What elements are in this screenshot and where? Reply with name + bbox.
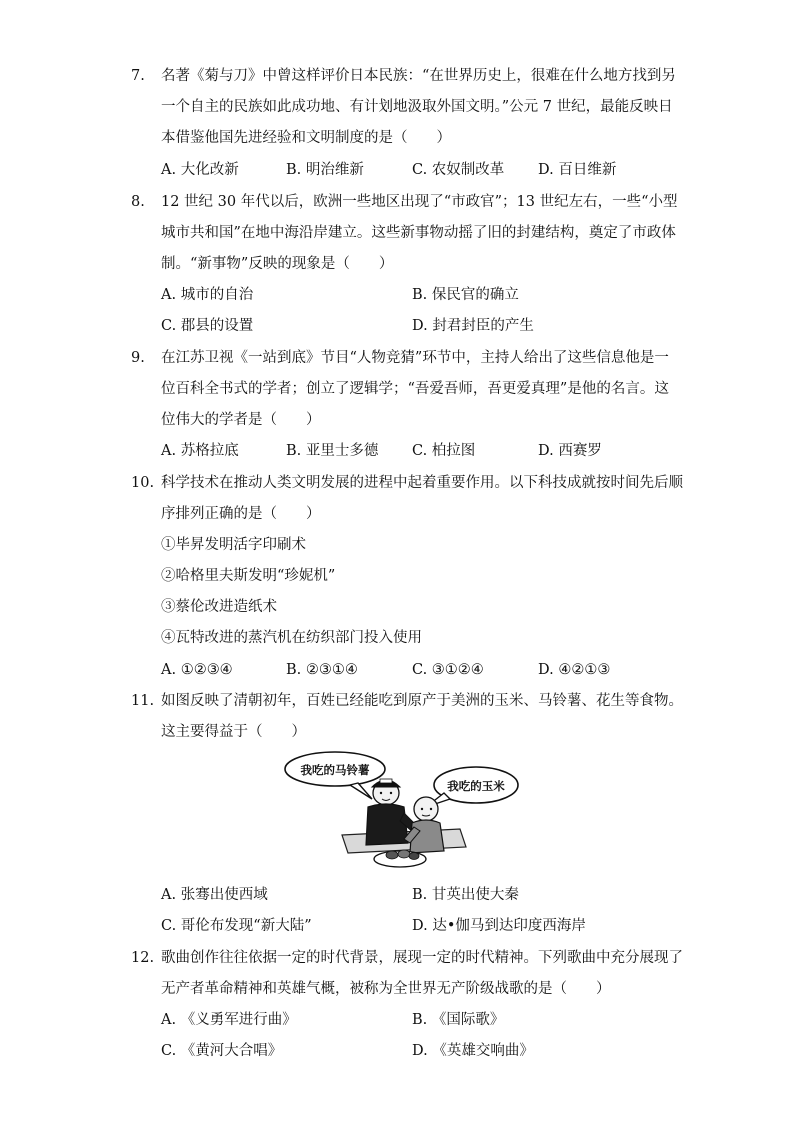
option-d[interactable]: D. 西赛罗 xyxy=(538,443,602,459)
option-d[interactable]: D. 封君封臣的产生 xyxy=(412,318,534,334)
question-text-line: 位伟大的学者是（ ） xyxy=(161,412,321,428)
question-text-line: 名著《菊与刀》中曾这样评价日本民族：“在世界历史上，很难在什么地方找到另 xyxy=(161,68,676,84)
option-d[interactable]: D. ④②①③ xyxy=(538,662,611,678)
statement-2: ②哈格里夫斯发明“珍妮机” xyxy=(161,568,336,584)
option-d[interactable]: D. 达•伽马到达印度西海岸 xyxy=(412,918,586,934)
question-text-line: 这主要得益于（ ） xyxy=(161,724,306,740)
question-number: 12. xyxy=(131,950,155,966)
statement-3: ③蔡伦改进造纸术 xyxy=(161,599,277,615)
speech-bubble-left-text: 我吃的马铃薯 xyxy=(300,763,370,777)
option-b[interactable]: B. 《国际歌》 xyxy=(412,1012,505,1028)
option-b[interactable]: B. 甘英出使大秦 xyxy=(412,887,519,903)
option-b[interactable]: B. 亚里士多德 xyxy=(286,443,379,459)
food-item xyxy=(409,853,419,860)
option-c[interactable]: C. 《黄河大合唱》 xyxy=(161,1043,283,1059)
question-text-line: 本借鉴他国先进经验和文明制度的是（ ） xyxy=(161,130,451,146)
cartoon-figure xyxy=(280,747,530,875)
option-c[interactable]: C. 郡县的设置 xyxy=(161,318,254,334)
option-a[interactable]: A. 城市的自治 xyxy=(161,287,254,303)
speech-bubble-left-tail xyxy=(350,783,372,799)
option-c[interactable]: C. 柏拉图 xyxy=(412,443,476,459)
option-c[interactable]: C. ③①②④ xyxy=(412,662,484,678)
question-text-line: 位百科全书式的学者；创立了逻辑学；“吾爱吾师，吾更爱真理”是他的名言。这 xyxy=(161,381,669,397)
question-text-line: 制。“新事物”反映的现象是（ ） xyxy=(161,256,394,272)
option-a[interactable]: A. 大化改新 xyxy=(161,162,239,178)
option-c[interactable]: C. 农奴制改革 xyxy=(412,162,505,178)
question-number: 7. xyxy=(131,68,145,84)
question-text-line: 无产者革命精神和英雄气概，被称为全世界无产阶级战歌的是（ ） xyxy=(161,981,611,997)
food-item xyxy=(398,850,410,858)
question-text-line: 科学技术在推动人类文明发展的进程中起着重要作用。以下科技成就按时间先后顺 xyxy=(161,475,683,491)
option-d[interactable]: D. 百日维新 xyxy=(538,162,617,178)
question-text-line: 在江苏卫视《一站到底》节目“人物竞猜”环节中，主持人给出了这些信息他是一 xyxy=(161,350,669,366)
question-number: 8. xyxy=(131,194,145,210)
question-number: 11. xyxy=(131,693,155,709)
statement-1: ①毕昇发明活字印刷术 xyxy=(161,537,306,553)
question-text-line: 序排列正确的是（ ） xyxy=(161,506,321,522)
option-a[interactable]: A. 《义勇军进行曲》 xyxy=(161,1012,297,1028)
option-a[interactable]: A. 苏格拉底 xyxy=(161,443,239,459)
option-b[interactable]: B. 明治维新 xyxy=(286,162,364,178)
question-text-line: 城市共和国”在地中海沿岸建立。这些新事物动摇了旧的封建结构，奠定了市政体 xyxy=(161,225,676,241)
question-number: 10. xyxy=(131,475,155,491)
question-number: 9. xyxy=(131,350,145,366)
option-a[interactable]: A. 张骞出使西域 xyxy=(161,887,268,903)
food-item xyxy=(386,851,398,859)
question-text-line: 12 世纪 30 年代以后，欧洲一些地区出现了“市政官”；13 世纪左右，一些“小型 xyxy=(161,194,678,210)
option-b[interactable]: B. ②③①④ xyxy=(286,662,358,678)
option-b[interactable]: B. 保民官的确立 xyxy=(412,287,519,303)
option-c[interactable]: C. 哥伦布发现“新大陆” xyxy=(161,918,312,934)
speech-bubble-right-text: 我吃的玉米 xyxy=(447,779,505,793)
option-d[interactable]: D. 《英雄交响曲》 xyxy=(412,1043,534,1059)
statement-4: ④瓦特改进的蒸汽机在纺织部门投入使用 xyxy=(161,630,422,646)
question-text-line: 一个自主的民族如此成功地、有计划地汲取外国文明。”公元 7 世纪，最能反映日 xyxy=(161,99,673,115)
question-text-line: 歌曲创作往往依据一定的时代背景，展现一定的时代精神。下列歌曲中充分展现了 xyxy=(161,950,683,966)
option-a[interactable]: A. ①②③④ xyxy=(161,662,233,678)
question-text-line: 如图反映了清朝初年，百姓已经能吃到原产于美洲的玉米、马铃薯、花生等食物。 xyxy=(161,693,683,709)
